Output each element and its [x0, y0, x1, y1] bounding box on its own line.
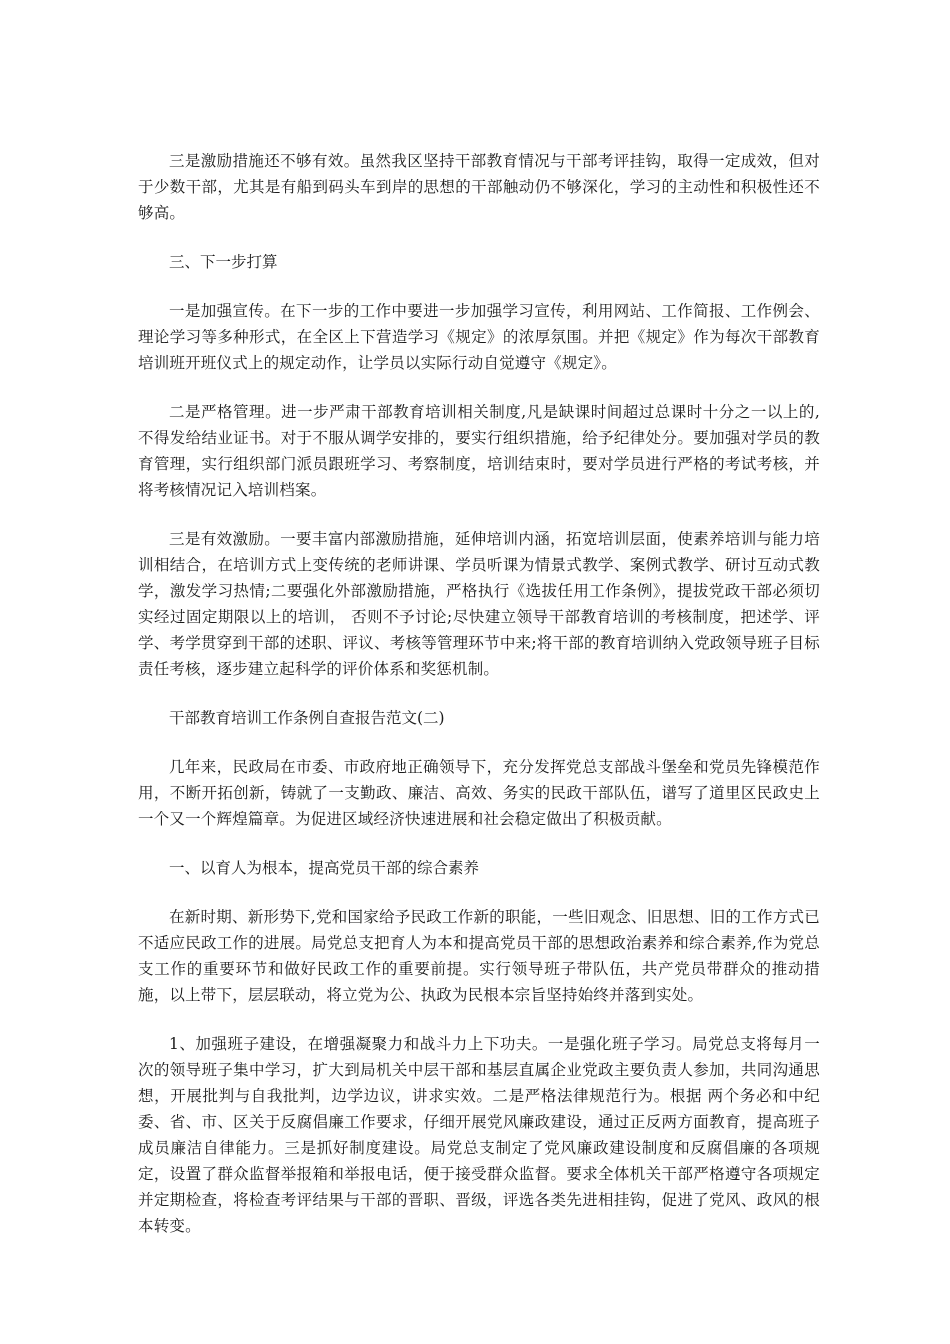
paragraph-incentive-weakness: 三是激励措施还不够有效。虽然我区坚持干部教育情况与干部考评挂钩，取得一定成效，但对于少数干部，尤其是有船到码头车到岸的思想的干部触动仍不够深化，学习的主动性和积极性还不够高。 [138, 152, 820, 222]
document-body [138, 148, 820, 1262]
paragraph-publicity: 一是加强宣传。在下一步的工作中要进一步加强学习宣传，利用网站、工作简报、工作例会、理论学习等多种形式，在全区上下营造学习《规定》的浓厚氛围。并把《规定》作为每次干部教育培训班开班仪式上的规定动作，让学员以实际行动自觉遵守《规定》。 [138, 302, 820, 372]
section-heading-next-steps: 三、下一步打算 [169, 253, 278, 271]
report-title-part-two: 干部教育培训工作条例自查报告范文(二) [169, 709, 445, 727]
paragraph-intro: 几年来，民政局在市委、市政府地正确领导下，充分发挥党总支部战斗堡垒和党员先锋模范作用，不断开拓创新，铸就了一支勤政、廉洁、高效、务实的民政干部队伍，谱写了道里区民政史上一个又一个辉煌篇章。为促进区域经济快速进展和社会稳定做出了积极贡献。 [138, 758, 820, 828]
paragraph-new-era: 在新时期、新形势下,党和国家给予民政工作新的职能，一些旧观念、旧思想、旧的工作方式已不适应民政工作的进展。局党总支把育人为本和提高党员干部的思想政治素养和综合素养,作为党总支工作的重要环节和做好民政工作的重要前提。实行领导班子带队伍，共产党员带群众的推动措施，以上带下，层层联动，将立党为公、执政为民根本宗旨坚持始终并落到实处。 [138, 908, 820, 1004]
paragraph-team-building: 1、加强班子建设，在增强凝聚力和战斗力上下功夫。一是强化班子学习。局党总支将每月一次的领导班子集中学习，扩大到局机关中层干部和基层直属企业党政主要负责人参加，共同沟通思想，开展批判与自我批判，边学边议，讲求实效。二是严格法律规范行为。根据 两个务必和中纪委、省、市、区关于反腐倡廉工作要求，仔细开展党风廉政建设，通过正反两方面教育，提高班子成员廉洁自律能力。三是抓好制度建设。局党总支制定了党风廉政建设制度和反腐倡廉的各项规定，设置了群众监督举报箱和举报电话，便于接受群众监督。要求全体机关干部严格遵守各项规定并定期检查，将检查考评结果与干部的晋职、晋级，评选各类先进相挂钩，促进了党风、政风的根本转变。 [138, 1035, 820, 1235]
paragraph-effective-incentive: 三是有效激励。一要丰富内部激励措施，延伸培训内涵，拓宽培训层面，使素养培训与能力培训相结合，在培训方式上变传统的老师讲课、学员听课为情景式教学、案例式教学、研讨互动式教学，激发学习热情;二要强化外部激励措施，严格执行《选拔任用工作条例》，提拔党政干部必须切实经过固定期限以上的培训， 否则不予讨论;尽快建立领导干部教育培训的考核制度，把述学、评学、考学贯穿到干部的述职、评议、考核等管理环节中来;将干部的教育培训纳入党政领导班子目标责任考核，逐步建立起科学的评价体系和奖惩机制。 [138, 530, 820, 678]
section-heading-education: 一、以育人为根本，提高党员干部的综合素养 [169, 859, 480, 877]
paragraph-strict-management: 二是严格管理。进一步严肃干部教育培训相关制度,凡是缺课时间超过总课时十分之一以上的,不得发给结业证书。对于不服从调学安排的，要实行组织措施，给予纪律处分。要加强对学员的教育管理，实行组织部门派员跟班学习、考察制度，培训结束时，要对学员进行严格的考试考核，并将考核情况记入培训档案。 [138, 403, 820, 499]
